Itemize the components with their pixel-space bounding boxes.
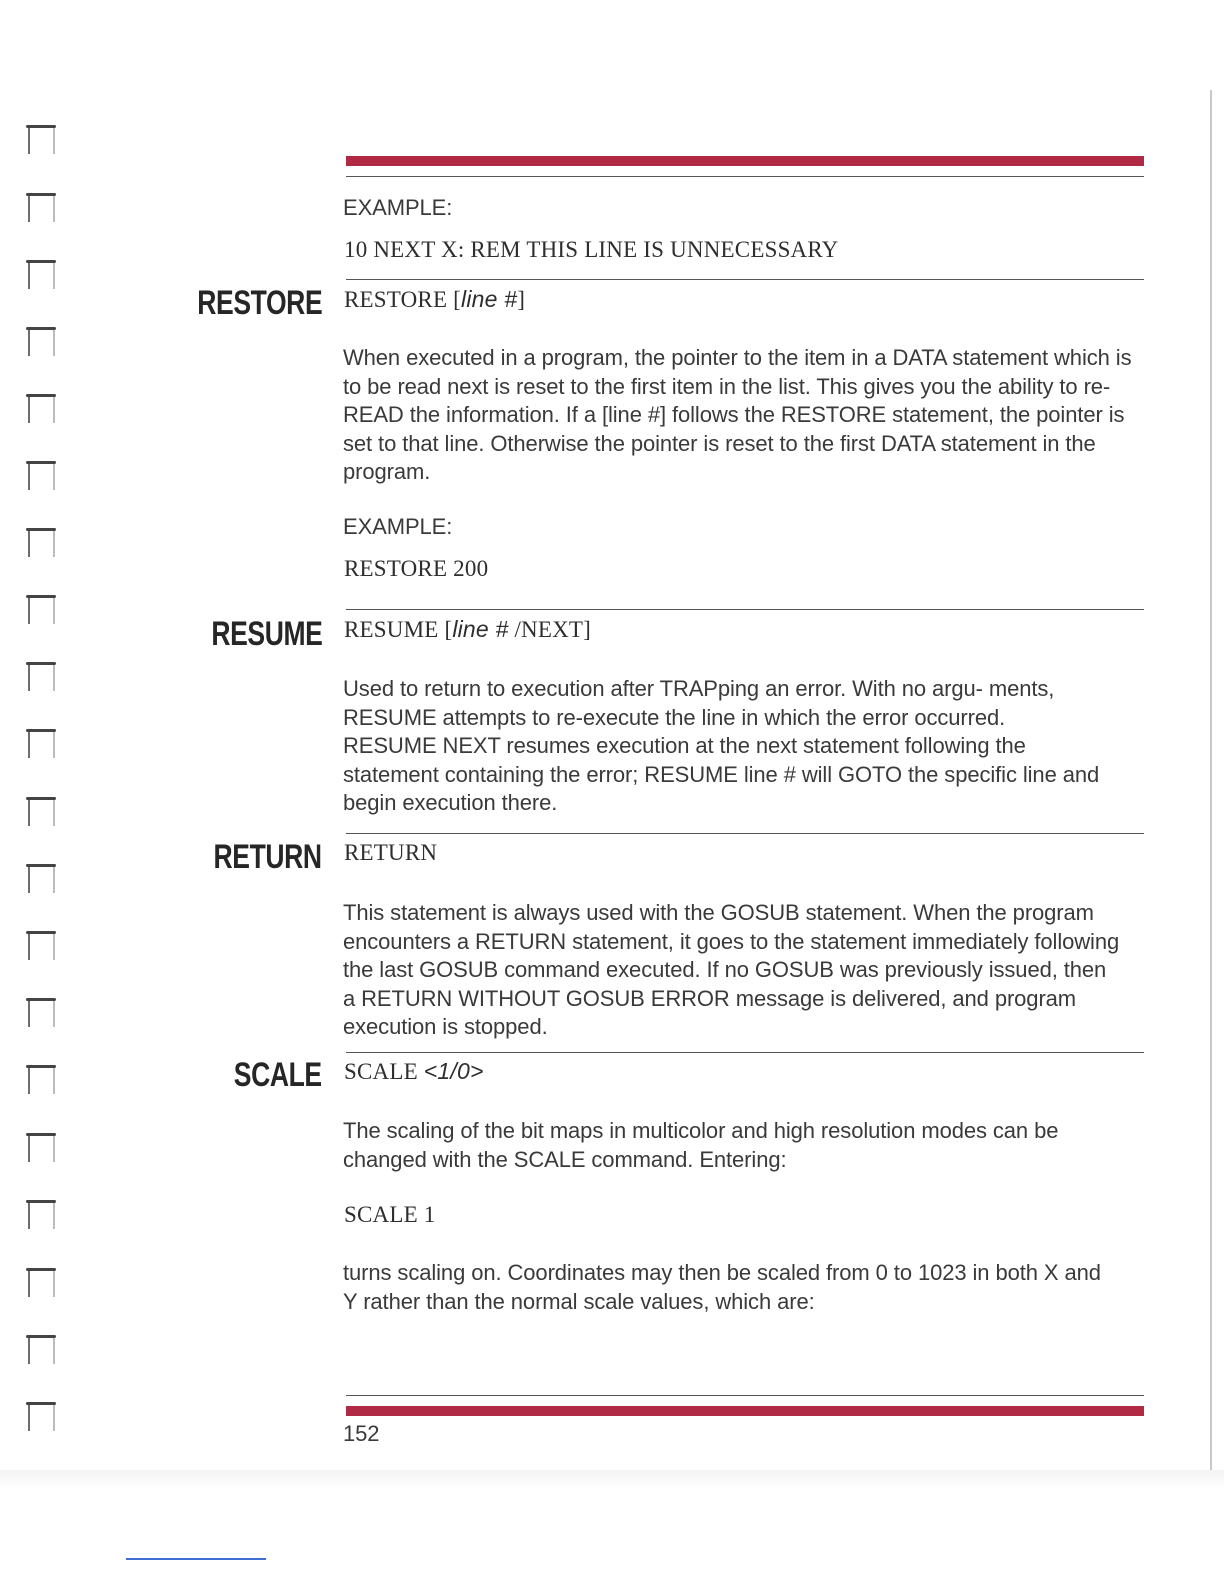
section-rule	[346, 609, 1144, 610]
section-rule	[346, 1052, 1144, 1053]
footer-accent-bar	[346, 1406, 1144, 1416]
syntax-argument: line #	[461, 286, 518, 312]
binder-hole	[24, 797, 56, 827]
binder-hole	[24, 528, 56, 558]
example-label: EXAMPLE:	[343, 195, 453, 220]
example-code: SCALE 1	[344, 1202, 436, 1227]
keyword-heading: RESUME	[210, 615, 322, 653]
binder-hole	[24, 662, 56, 692]
binder-hole	[24, 125, 56, 155]
scan-artifact-line	[126, 1558, 266, 1560]
binder-hole	[24, 1065, 56, 1095]
description-paragraph: When executed in a program, the pointer to the item in a DATA statement which is to be read next is reset to the first item in the list. This gives you the ability to re-READ the information. If a [line #] follows the RESTORE statement, the pointer is set to that line. Otherwise the pointer is reset to the first DATA statement in the program.	[343, 345, 1132, 485]
keyword-heading: SCALE	[234, 1056, 322, 1094]
binder-hole	[24, 260, 56, 290]
syntax-argument: line #	[452, 616, 509, 642]
keyword-heading: RETURN	[213, 838, 322, 876]
description-paragraph: turns scaling on. Coordinates may then be scaled from 0 to 1023 in both X and Y rather than the normal scale values, which are:	[343, 1260, 1101, 1314]
section-rule	[346, 279, 1144, 280]
scan-shadow	[0, 1470, 1224, 1490]
example-label: EXAMPLE:	[343, 514, 453, 539]
binder-hole	[24, 998, 56, 1028]
binder-hole	[24, 595, 56, 625]
description-paragraph: This statement is always used with the GOSUB statement. When the program encounters a RETURN statement, it goes to the statement immediately following the last GOSUB command executed. If no GOSUB was previously issued, then a RETURN WITHOUT GOSUB ERROR message is delivered, and program execution is stopped.	[343, 900, 1120, 1040]
binder-hole	[24, 394, 56, 424]
syntax-line: SCALE <1/0>	[344, 1058, 484, 1084]
syntax-line: RESTORE [line #]	[344, 286, 526, 312]
binder-hole	[24, 1335, 56, 1365]
binder-hole	[24, 327, 56, 357]
page-edge	[1210, 90, 1212, 1490]
syntax-line: RESUME [line # /NEXT]	[344, 616, 592, 642]
keyword-heading: RESTORE	[197, 284, 322, 322]
syntax-argument: <1/0>	[423, 1058, 484, 1084]
binder-hole	[24, 729, 56, 759]
header-rule	[346, 176, 1144, 177]
footer-rule	[346, 1395, 1144, 1396]
syntax-line: RETURN	[344, 840, 438, 865]
binder-hole	[24, 461, 56, 491]
example-code: 10 NEXT X: REM THIS LINE IS UNNECESSARY	[344, 237, 839, 262]
binder-hole	[24, 1402, 56, 1432]
binder-hole	[24, 193, 56, 223]
header-accent-bar	[346, 156, 1144, 166]
example-code: RESTORE 200	[344, 556, 489, 581]
binder-hole	[24, 1268, 56, 1298]
description-paragraph: Used to return to execution after TRAPping an error. With no argu- ments, RESUME attempts to re-execute the line in which the error occurred. RESUME NEXT resumes execution at the next statement following the statement containing the error; RESUME line # will GOTO the specific line and begin execution there.	[343, 676, 1100, 816]
binder-hole	[24, 1200, 56, 1230]
binder-hole	[24, 931, 56, 961]
binder-hole	[24, 1133, 56, 1163]
page-number: 152	[343, 1421, 380, 1446]
description-paragraph: The scaling of the bit maps in multicolor and high resolution modes can be changed with the SCALE command. Entering:	[343, 1118, 1059, 1172]
binder-hole	[24, 864, 56, 894]
section-rule	[346, 833, 1144, 834]
